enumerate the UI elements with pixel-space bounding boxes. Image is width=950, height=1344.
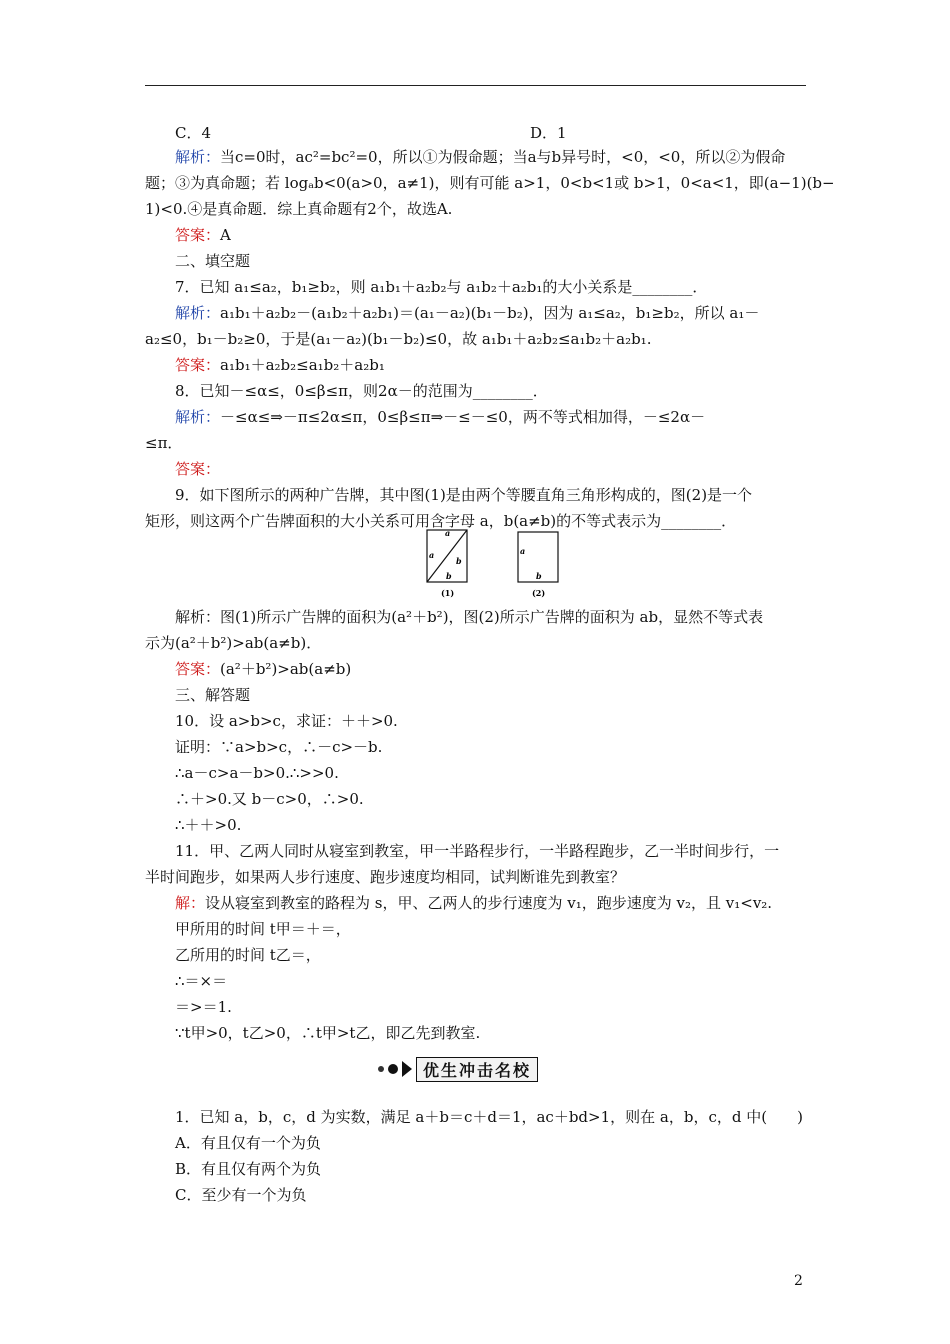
answer-7: 答案：a₁b₁＋a₂b₂≤a₁b₂＋a₂b₁ [175, 356, 385, 374]
option-a: A．有且仅有一个为负 [175, 1134, 321, 1152]
fig2-label-a: a [520, 546, 526, 556]
analysis-8-line-2: ≤π． [145, 434, 183, 452]
header-rule [145, 85, 806, 86]
section-solve: 三、解答题 [175, 686, 251, 704]
option-b: B．有且仅有两个为负 [175, 1160, 322, 1178]
analysis-9-line-1: 解析：图(1)所示广告牌的面积为(a²＋b²)，图(2)所示广告牌的面积为 ab，显然不等式表 [175, 608, 764, 626]
analysis-label: 解析： [175, 148, 221, 166]
page-number: 2 [794, 1273, 803, 1289]
proof-10-line-1: 证明：∵a>b>c，∴－c>－b. [175, 738, 383, 756]
answer-label: 答案： [175, 460, 221, 478]
banner-title: 优生冲击名校 [416, 1057, 538, 1082]
analysis-9-line-2: 示为(a²＋b²)>ab(a≠b)． [145, 634, 322, 652]
proof-10-line-2: ∴a－c>a－b>0.∴>>0. [175, 764, 339, 782]
solution-11-line-4: ∴＝×＝ [175, 972, 228, 990]
banner-dot-icon [388, 1064, 398, 1074]
question-10: 10．设 a>b>c，求证：＋＋>0. [175, 712, 398, 730]
answer-label: 答案： [175, 356, 221, 374]
analysis-6-line-2: 题；③为真命题；若 logₐb<0(a>0，a≠1)，则有可能 a>1，0<b<1或 b>1，0<a<1，即(a−1)(b− [145, 174, 835, 192]
proof-10-line-3: ∴＋>0.又 b－c>0，∴>0. [175, 790, 364, 808]
solution-11-line-3: 乙所用的时间 t乙＝， [175, 946, 321, 964]
banner-arrow-icon [402, 1061, 412, 1077]
figure-1-caption: (1) [441, 588, 455, 598]
solution-11-line-6: ∵t甲>0，t乙>0，∴t甲>t乙，即乙先到教室. [175, 1024, 481, 1042]
proof-10-line-4: ∴＋＋>0. [175, 816, 242, 834]
figure-2-caption: (2) [532, 588, 546, 598]
answer-8 [175, 458, 220, 480]
answer-label: 答案： [175, 226, 221, 244]
billboard-diagram [420, 528, 570, 600]
section-banner [378, 1058, 538, 1080]
solution-label: 解： [175, 894, 206, 912]
solution-11-line-5: ＝>＝1. [175, 998, 232, 1016]
fig1-label-a-top: a [445, 528, 451, 538]
option-c-q1: C．至少有一个为负 [175, 1186, 307, 1204]
option-c: C．4 [175, 124, 212, 142]
fig1-label-b-right: b [456, 556, 462, 566]
solution-11-line-2: 甲所用的时间 t甲＝＋＝， [175, 920, 351, 938]
analysis-6-line-1: 解析：当c=0时，ac²=bc²=0，所以①为假命题；当a与b异号时，<0，<0，所以②为假命 [175, 148, 786, 166]
analysis-label: 解析： [175, 608, 221, 626]
question-11-line-1: 11．甲、乙两人同时从寝室到教室，甲一半路程步行，一半路程跑步，乙一半时间步行，一 [175, 842, 780, 860]
analysis-8-line-1: 解析：－≤α≤⇒－π≤2α≤π，0≤β≤π⇒－≤－≤0，两不等式相加得，－≤2α－ [175, 408, 706, 426]
analysis-label: 解析： [175, 304, 221, 322]
banner-dot-icon [378, 1066, 384, 1072]
analysis-7-line-1: 解析：a₁b₁＋a₂b₂－(a₁b₂＋a₂b₁)＝(a₁－a₂)(b₁－b₂)，因为 a₁≤a₂，b₁≥b₂，所以 a₁－ [175, 304, 760, 322]
analysis-7-line-2: a₂≤0，b₁－b₂≥0，于是(a₁－a₂)(b₁－b₂)≤0，故 a₁b₁＋a₂b₂≤a₁b₂＋a₂b₁. [145, 330, 652, 348]
question-8: 8．已知－≤α≤，0≤β≤π，则2α－的范围为________． [175, 382, 548, 400]
analysis-label: 解析： [175, 408, 221, 426]
answer-6: 答案：A [175, 226, 231, 244]
option-d: D．1 [530, 124, 567, 142]
fig1-label-a-left: a [429, 550, 435, 560]
solution-11-line-1: 解：设从寝室到教室的路程为 s，甲、乙两人的步行速度为 v₁，跑步速度为 v₂，且 v₁<v₂. [175, 894, 773, 912]
question-11-line-2: 半时间跑步，如果两人步行速度、跑步速度均相同，试判断谁先到教室？ [145, 868, 626, 886]
fig1-label-b-bottom: b [446, 571, 452, 581]
question-9-line-1: 9．如下图所示的两种广告牌，其中图(1)是由两个等腰直角三角形构成的，图(2)是一个 [175, 486, 753, 504]
question-1: 1．已知 a，b，c，d 为实数，满足 a＋b＝c＋d＝1，ac＋bd>1，则在 a，b，c，d 中( ) [175, 1108, 803, 1126]
fig2-label-b: b [536, 571, 542, 581]
question-9-line-2: 矩形，则这两个广告牌面积的大小关系可用含字母 a，b(a≠b)的不等式表示为________． [145, 512, 737, 530]
answer-label: 答案： [175, 660, 221, 678]
billboard-figures [420, 528, 570, 600]
section-fill-in: 二、填空题 [175, 252, 251, 270]
analysis-6-line-3: 1)<0.④是真命题．综上真命题有2个，故选A. [145, 200, 453, 218]
answer-9: 答案：(a²＋b²)>ab(a≠b) [175, 660, 352, 678]
question-7: 7．已知 a₁≤a₂，b₁≥b₂，则 a₁b₁＋a₂b₂与 a₁b₂＋a₂b₁的大小关系是________． [175, 278, 708, 296]
